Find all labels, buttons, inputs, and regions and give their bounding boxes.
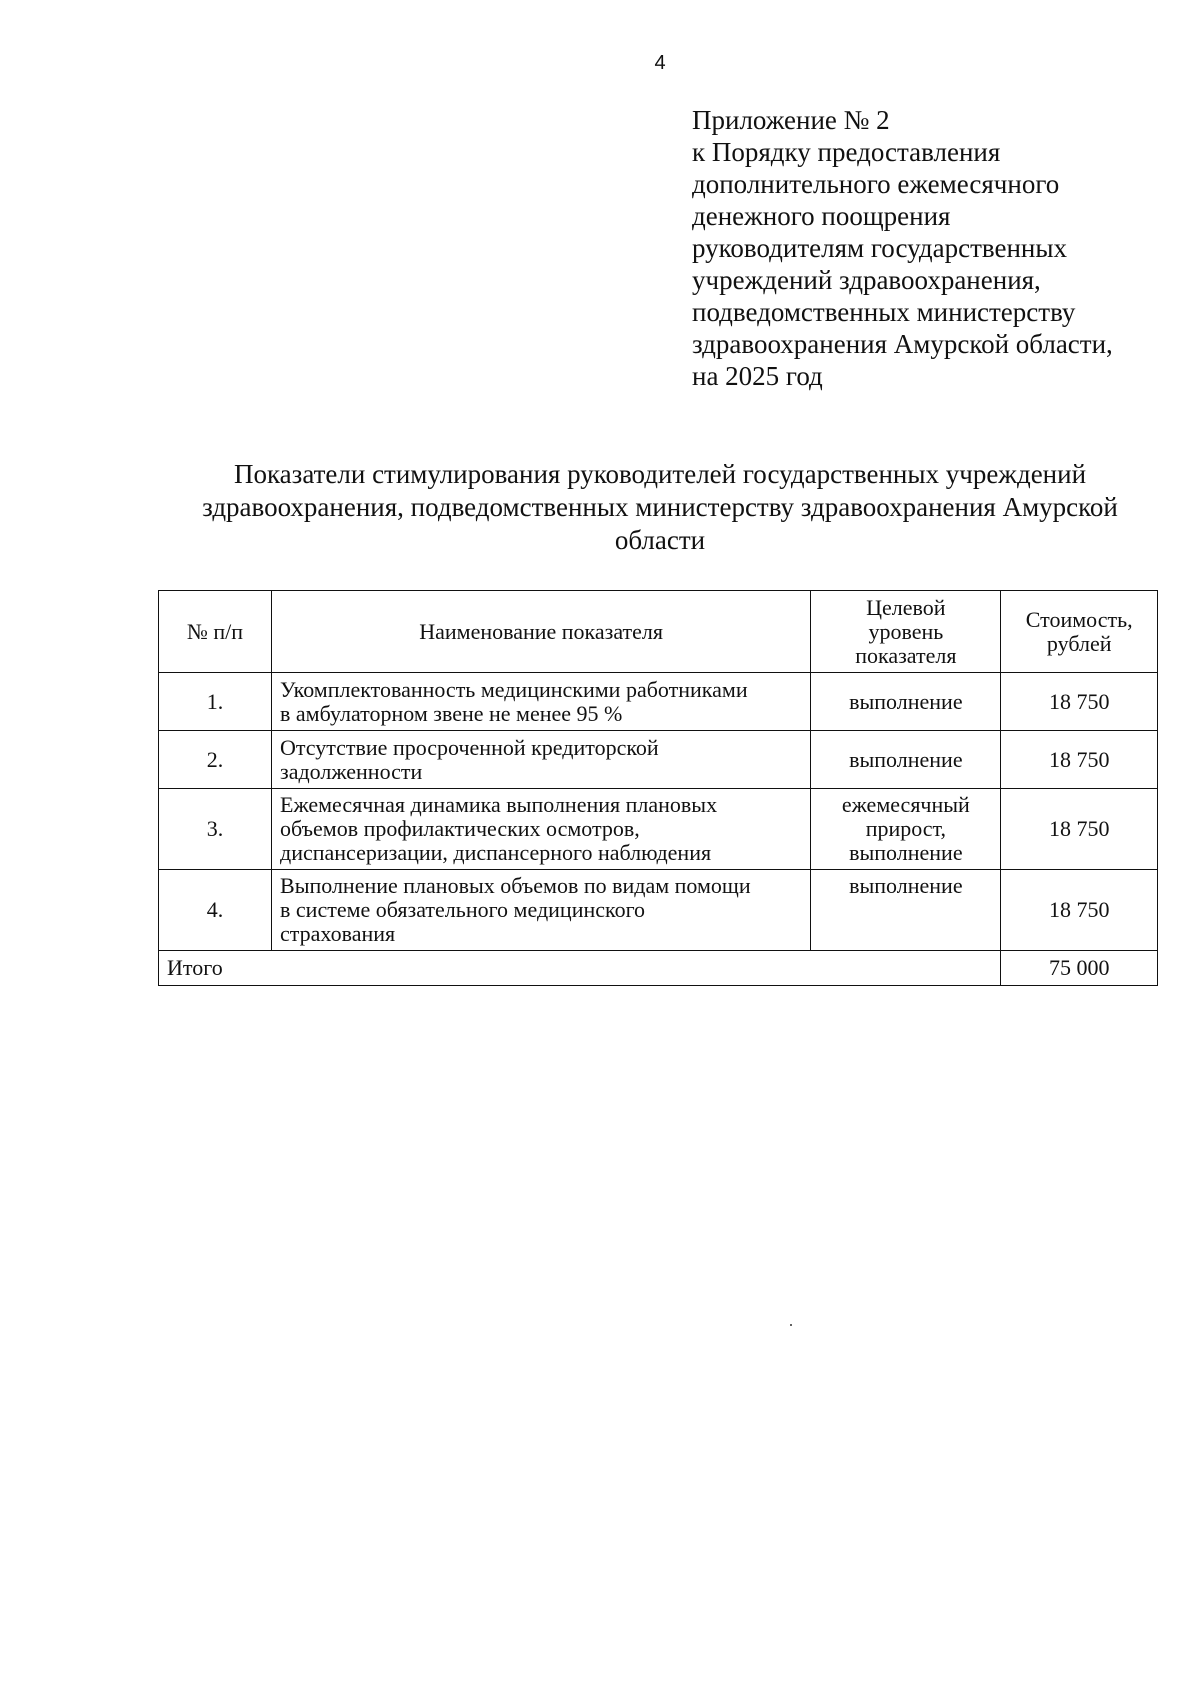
header-line: уровень xyxy=(868,618,944,644)
name-line: диспансеризации, диспансерного наблюдения xyxy=(280,840,712,865)
header-line: Стоимость, xyxy=(1025,606,1133,632)
row-cost: 18 750 xyxy=(1001,789,1158,870)
appendix-line: к Порядку предоставления xyxy=(692,137,1001,167)
table-total-row xyxy=(159,951,1158,986)
header-target-level xyxy=(811,591,1001,673)
row-number: 1. xyxy=(159,673,272,731)
name-line: в системе обязательного медицинского xyxy=(280,897,646,922)
target-line: выполнение xyxy=(849,873,963,898)
name-line: Выполнение плановых объемов по видам помощи xyxy=(280,873,751,898)
table-row xyxy=(159,731,1158,789)
document-title xyxy=(150,458,1170,557)
indicators-table xyxy=(158,590,1158,986)
name-line: страхования xyxy=(280,921,396,946)
row-cost: 18 750 xyxy=(1001,731,1158,789)
name-line: в амбулаторном звене не менее 95 % xyxy=(280,700,623,726)
header-line: показателя xyxy=(855,642,957,668)
row-indicator-name xyxy=(272,673,811,731)
table-row xyxy=(159,870,1158,951)
target-line: прирост, xyxy=(865,816,947,841)
target-line: ежемесячный xyxy=(841,792,970,817)
row-indicator-name xyxy=(272,870,811,951)
total-value: 75 000 xyxy=(1001,951,1158,986)
table-header-row xyxy=(159,591,1158,673)
row-target-level xyxy=(811,673,1001,731)
row-number: 4. xyxy=(159,870,272,951)
appendix-line: здравоохранения Амурской области, xyxy=(692,329,1113,359)
scan-speck xyxy=(790,1324,792,1326)
row-target-level xyxy=(811,789,1001,870)
appendix-line: денежного поощрения xyxy=(692,201,951,231)
name-line: задолженности xyxy=(280,758,423,784)
appendix-heading xyxy=(692,104,1172,392)
row-target-level xyxy=(811,870,1001,951)
target-line: выполнение xyxy=(849,746,963,772)
table-row xyxy=(159,789,1158,870)
title-line: здравоохранения, подведомственных министерству здравоохранения Амурской xyxy=(202,492,1118,522)
appendix-line: учреждений здравоохранения, xyxy=(692,265,1041,295)
header-line: рублей xyxy=(1046,630,1112,656)
row-cost: 18 750 xyxy=(1001,673,1158,731)
total-label: Итого xyxy=(159,951,1001,986)
target-line: выполнение xyxy=(849,688,963,714)
row-target-level xyxy=(811,731,1001,789)
row-cost: 18 750 xyxy=(1001,870,1158,951)
row-indicator-name xyxy=(272,731,811,789)
page-number: 4 xyxy=(654,52,666,74)
appendix-line: подведомственных министерству xyxy=(692,297,1076,327)
appendix-line: дополнительного ежемесячного xyxy=(692,169,1060,199)
header-indicator-name: Наименование показателя xyxy=(272,591,811,673)
name-line: объемов профилактических осмотров, xyxy=(280,816,640,841)
header-line: Целевой xyxy=(866,594,946,620)
row-number: 3. xyxy=(159,789,272,870)
table-row xyxy=(159,673,1158,731)
row-indicator-name xyxy=(272,789,811,870)
header-cost xyxy=(1001,591,1158,673)
title-line: Показатели стимулирования руководителей государственных учреждений xyxy=(233,459,1087,489)
title-line: области xyxy=(614,525,706,555)
row-number: 2. xyxy=(159,731,272,789)
appendix-line: Приложение № 2 xyxy=(692,105,890,135)
target-line: выполнение xyxy=(849,840,963,865)
appendix-line: на 2025 год xyxy=(692,361,823,391)
appendix-line: руководителям государственных xyxy=(692,233,1067,263)
header-number: № п/п xyxy=(159,591,272,673)
name-line: Ежемесячная динамика выполнения плановых xyxy=(280,792,718,817)
name-line: Укомплектованность медицинскими работниками xyxy=(280,676,748,702)
name-line: Отсутствие просроченной кредиторской xyxy=(280,734,659,760)
